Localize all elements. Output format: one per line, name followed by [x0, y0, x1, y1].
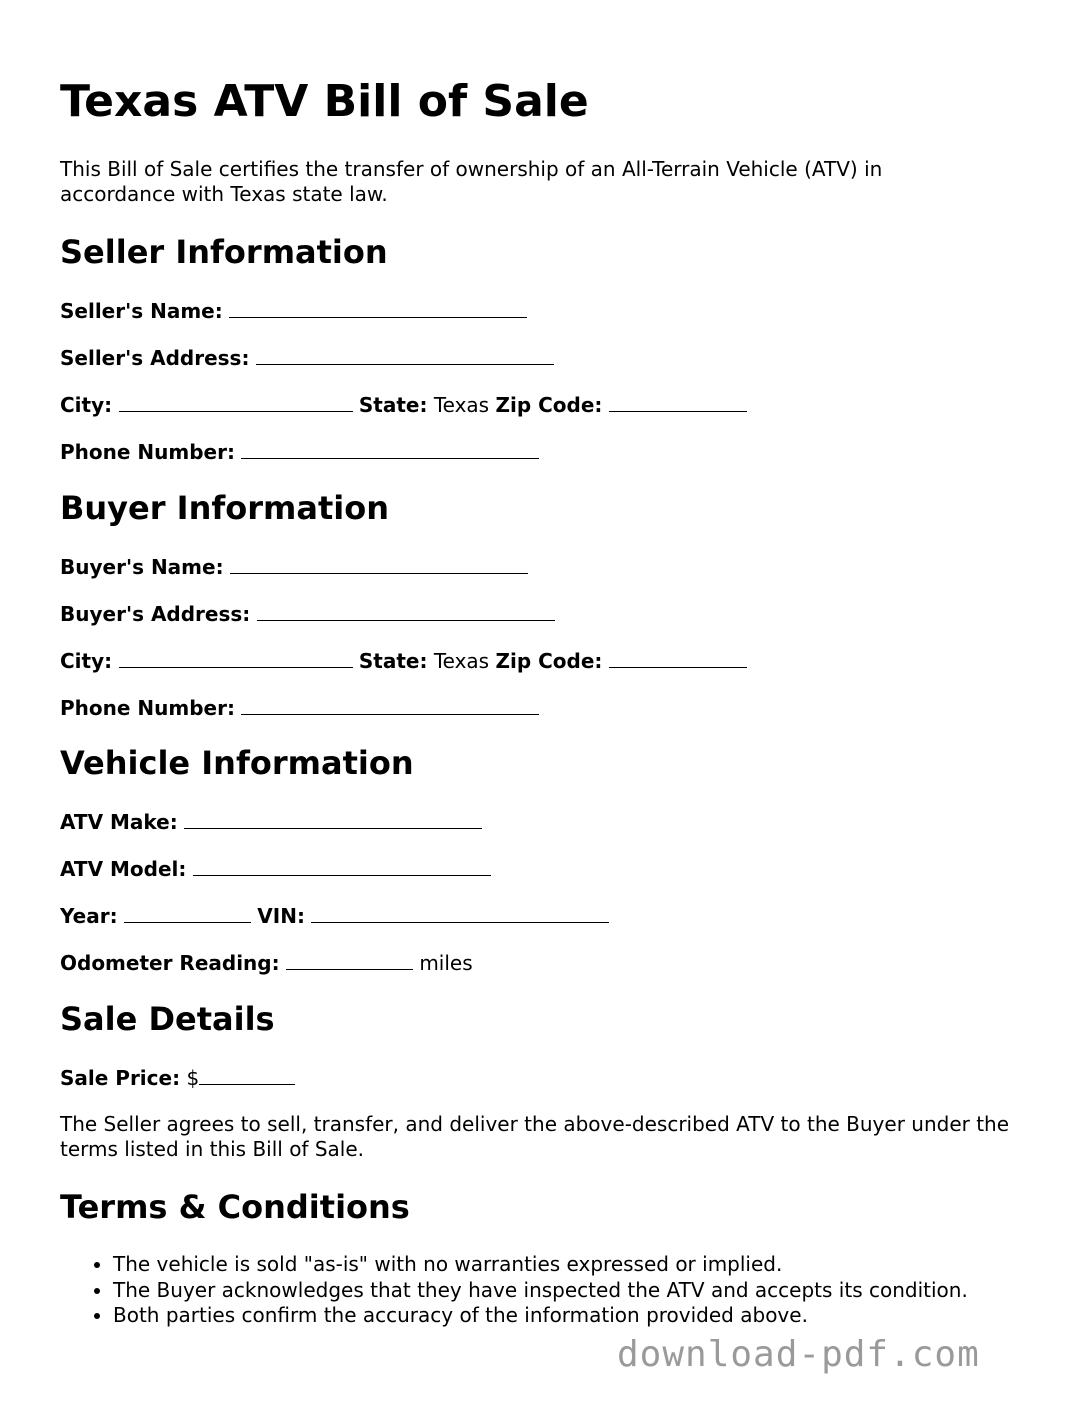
vehicle-model-label: ATV Model:: [60, 857, 187, 881]
list-item: • Both parties confirm the accuracy of the information provided above.: [113, 1303, 1053, 1329]
buyer-state-label: State:: [358, 649, 428, 673]
seller-zip-label: Zip Code:: [495, 393, 603, 417]
vehicle-year-vin-row: [60, 902, 609, 929]
vehicle-year-label: Year:: [60, 904, 118, 928]
seller-name-field[interactable]: [229, 297, 527, 318]
buyer-city-label: City:: [60, 649, 113, 673]
vehicle-odometer-label: Odometer Reading:: [60, 951, 280, 975]
sale-statement: The Seller agrees to sell, transfer, and deliver the above-described ATV to the Buyer under the terms listed in this Bill of Sale.: [60, 1112, 1010, 1161]
seller-state-value: Texas: [433, 393, 490, 417]
watermark: download-pdf.com: [617, 1334, 980, 1375]
list-item: • The vehicle is sold "as-is" with no warranties expressed or implied.: [113, 1252, 1053, 1278]
buyer-name-row: [60, 553, 528, 580]
vehicle-heading: Vehicle Information: [60, 744, 414, 782]
document-title: Texas ATV Bill of Sale: [60, 76, 589, 127]
seller-name-label: Seller's Name:: [60, 299, 223, 323]
seller-city-label: City:: [60, 393, 113, 417]
buyer-city-field[interactable]: [119, 647, 353, 668]
sale-price-label: Sale Price:: [60, 1066, 181, 1090]
sale-price-row: [60, 1064, 295, 1091]
seller-phone-field[interactable]: [241, 438, 539, 459]
buyer-city-row: [60, 647, 747, 674]
vehicle-odometer-row: [60, 949, 473, 976]
seller-phone-label: Phone Number:: [60, 440, 235, 464]
vehicle-make-row: [60, 808, 482, 835]
terms-list: [60, 1252, 1053, 1329]
buyer-state-value: Texas: [433, 649, 490, 673]
intro-paragraph: This Bill of Sale certifies the transfer of ownership of an All-Terrain Vehicle (ATV) in accordance with Texas state law.: [60, 157, 883, 206]
sale-price-field[interactable]: [199, 1064, 295, 1085]
sale-heading: Sale Details: [60, 1000, 275, 1038]
seller-heading: Seller Information: [60, 233, 388, 271]
buyer-address-label: Buyer's Address:: [60, 602, 251, 626]
vehicle-vin-label: VIN:: [257, 904, 305, 928]
buyer-address-field[interactable]: [257, 600, 555, 621]
terms-heading: Terms & Conditions: [60, 1188, 410, 1226]
vehicle-model-field[interactable]: [193, 855, 491, 876]
seller-city-field[interactable]: [119, 391, 353, 412]
buyer-phone-label: Phone Number:: [60, 696, 235, 720]
seller-address-row: [60, 344, 554, 371]
buyer-phone-field[interactable]: [241, 694, 539, 715]
vehicle-make-label: ATV Make:: [60, 810, 178, 834]
buyer-phone-row: [60, 694, 539, 721]
vehicle-make-field[interactable]: [184, 808, 482, 829]
list-item: • The Buyer acknowledges that they have inspected the ATV and accepts its condition.: [113, 1278, 1053, 1304]
sale-price-currency: $: [186, 1066, 200, 1090]
seller-address-field[interactable]: [256, 344, 554, 365]
buyer-heading: Buyer Information: [60, 489, 389, 527]
seller-zip-field[interactable]: [609, 391, 747, 412]
buyer-name-field[interactable]: [230, 553, 528, 574]
seller-address-label: Seller's Address:: [60, 346, 250, 370]
buyer-zip-field[interactable]: [609, 647, 747, 668]
seller-city-row: [60, 391, 747, 418]
vehicle-odometer-unit: miles: [419, 951, 473, 975]
vehicle-model-row: [60, 855, 491, 882]
buyer-address-row: [60, 600, 555, 627]
vehicle-odometer-field[interactable]: [286, 949, 413, 970]
vehicle-vin-field[interactable]: [311, 902, 609, 923]
buyer-name-label: Buyer's Name:: [60, 555, 224, 579]
buyer-zip-label: Zip Code:: [495, 649, 603, 673]
seller-state-label: State:: [358, 393, 428, 417]
seller-phone-row: [60, 438, 539, 465]
seller-name-row: [60, 297, 527, 324]
vehicle-year-field[interactable]: [124, 902, 251, 923]
